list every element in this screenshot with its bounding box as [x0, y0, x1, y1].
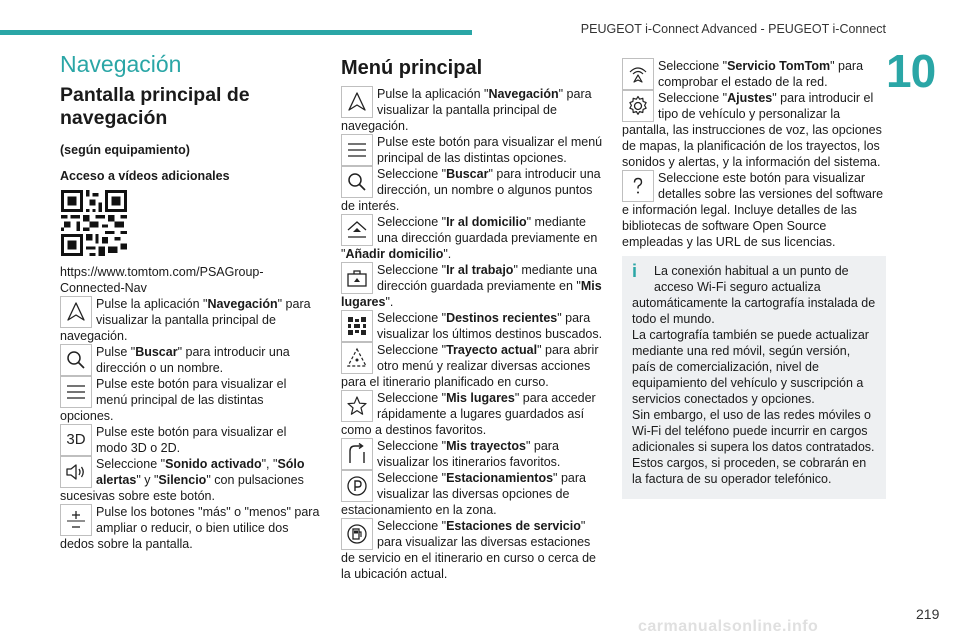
list-item: Seleccione "Ir al domicilio" mediante una dirección guardada previamente en "Añadir domicilio". [341, 215, 598, 261]
watermark: carmanualsonline.info [638, 618, 819, 635]
page-heading: Pantalla principal de navegación [60, 84, 250, 129]
gear-icon [622, 90, 654, 122]
note-text-2: La cartografía también se puede actualizar mediante una red móvil, según versión, país de comercialización, nivel de equipamiento del vehículo y suscripción a servicios conectados y opciones. [632, 328, 869, 406]
list-item: Seleccione "Ajustes" para introducir el tipo de vehículo y personalizar la pantalla, las instrucciones de voz, las opciones de mapas, la planificación de los trayectos, los sonidos y alertas, y la información del sistema. [622, 91, 882, 169]
work-icon [341, 262, 373, 294]
chapter-number: 10 [886, 45, 936, 97]
tomtom-service-icon [622, 58, 654, 90]
header-accent-bar [0, 30, 472, 35]
section-title: Navegación [60, 51, 182, 77]
page-number: 219 [916, 606, 940, 622]
video-label: Acceso a vídeos adicionales [60, 169, 230, 183]
list-item: Pulse este botón para visualizar el menú principal de las distintas opciones. [341, 134, 605, 166]
equipment-note: (según equipamiento) [60, 143, 190, 157]
list-item: Seleccione "Mis trayectos" para visualizar los itinerarios favoritos. [341, 438, 605, 470]
help-icon [622, 170, 654, 202]
column-2 [341, 56, 605, 582]
note-text-4: Estos cargos, si proceden, se cobrarán en la factura de su operador telefónico. [632, 456, 867, 486]
column-3 [622, 58, 886, 499]
list-item: Seleccione "Estacionamientos" para visualizar las diversas opciones de estacionamiento en la zona. [341, 471, 586, 517]
list-item: Seleccione "Trayecto actual" para abrir otro menú y realizar diversas acciones para el itinerario planificado en curso. [341, 343, 599, 389]
list-item: Seleccione "Servicio TomTom" para comprobar el estado de la red. [622, 58, 886, 90]
menu-icon [341, 134, 373, 166]
list-item: Pulse este botón para visualizar el menú principal de las distintas opciones. [60, 377, 287, 423]
main-menu-heading: Menú principal [341, 57, 483, 79]
navigation-arrow-icon [341, 86, 373, 118]
fuel-station-icon [341, 518, 373, 550]
3d-icon: 3D [60, 424, 92, 456]
list-item: Seleccione "Estaciones de servicio" para visualizar las diversas estaciones de servicio en el itinerario en curso o cerca de la ubicación actual. [341, 519, 596, 581]
list-item: Seleccione este botón para visualizar detalles sobre las versiones del software e información legal. Incluye detalles de las bibliotecas de software Open Source empleadas y las URL de sus licencias. [622, 171, 884, 249]
star-icon [341, 390, 373, 422]
column-1 [60, 51, 320, 552]
current-route-icon [341, 342, 373, 374]
list-item: Seleccione "Destinos recientes" para visualizar los últimos destinos buscados. [341, 310, 605, 342]
parking-icon [341, 470, 373, 502]
zoom-icon [60, 504, 92, 536]
list-item: Seleccione "Mis lugares" para acceder rápidamente a lugares guardados así como a destinos favoritos. [341, 391, 596, 437]
navigation-arrow-icon [60, 296, 92, 328]
search-icon [341, 166, 373, 198]
info-icon: i [632, 261, 638, 281]
video-url[interactable]: https://www.tomtom.com/PSAGroup-Connected-Nav [60, 265, 264, 295]
note-lead: La conexión habitual a un punto de acceso Wi-Fi seguro actualiza [654, 264, 849, 294]
list-item: Seleccione "Ir al trabajo" mediante una dirección guardada previamente en "Mis lugares". [341, 263, 602, 309]
list-item: Pulse "Buscar" para introducir una dirección o un nombre. [60, 344, 320, 376]
list-item: Seleccione "Buscar" para introducir una dirección, un nombre o algunos puntos de interés. [341, 167, 601, 213]
my-routes-icon [341, 438, 373, 470]
search-icon [60, 344, 92, 376]
info-note [622, 256, 886, 499]
list-item: Seleccione "Sonido activado", "Sólo alertas" y "Silencio" con pulsaciones sucesivas sobre este botón. [60, 457, 305, 503]
list-item: Pulse la aplicación "Navegación" para visualizar la pantalla principal de navegación. [60, 297, 311, 343]
header-title: PEUGEOT i-Connect Advanced - PEUGEOT i-Connect [580, 22, 886, 36]
list-item: Pulse la aplicación "Navegación" para visualizar la pantalla principal de navegación. [341, 87, 592, 133]
list-item: Pulse los botones "más" o "menos" para ampliar o reducir, o bien utilice dos dedos sobre la pantalla. [60, 505, 320, 551]
note-text: automáticamente la cartografía instalada de todo el mundo. [632, 296, 876, 326]
list-item: 3D Pulse este botón para visualizar el modo 3D o 2D. [60, 424, 320, 456]
home-icon [341, 214, 373, 246]
menu-icon [60, 376, 92, 408]
note-text-3: Sin embargo, el uso de las redes móviles o Wi-Fi del teléfono puede incurrir en cargos adicionales si supera los datos contratados. [632, 408, 875, 454]
sound-icon [60, 456, 92, 488]
qr-code[interactable] [60, 190, 128, 256]
recent-destinations-icon [341, 310, 373, 342]
